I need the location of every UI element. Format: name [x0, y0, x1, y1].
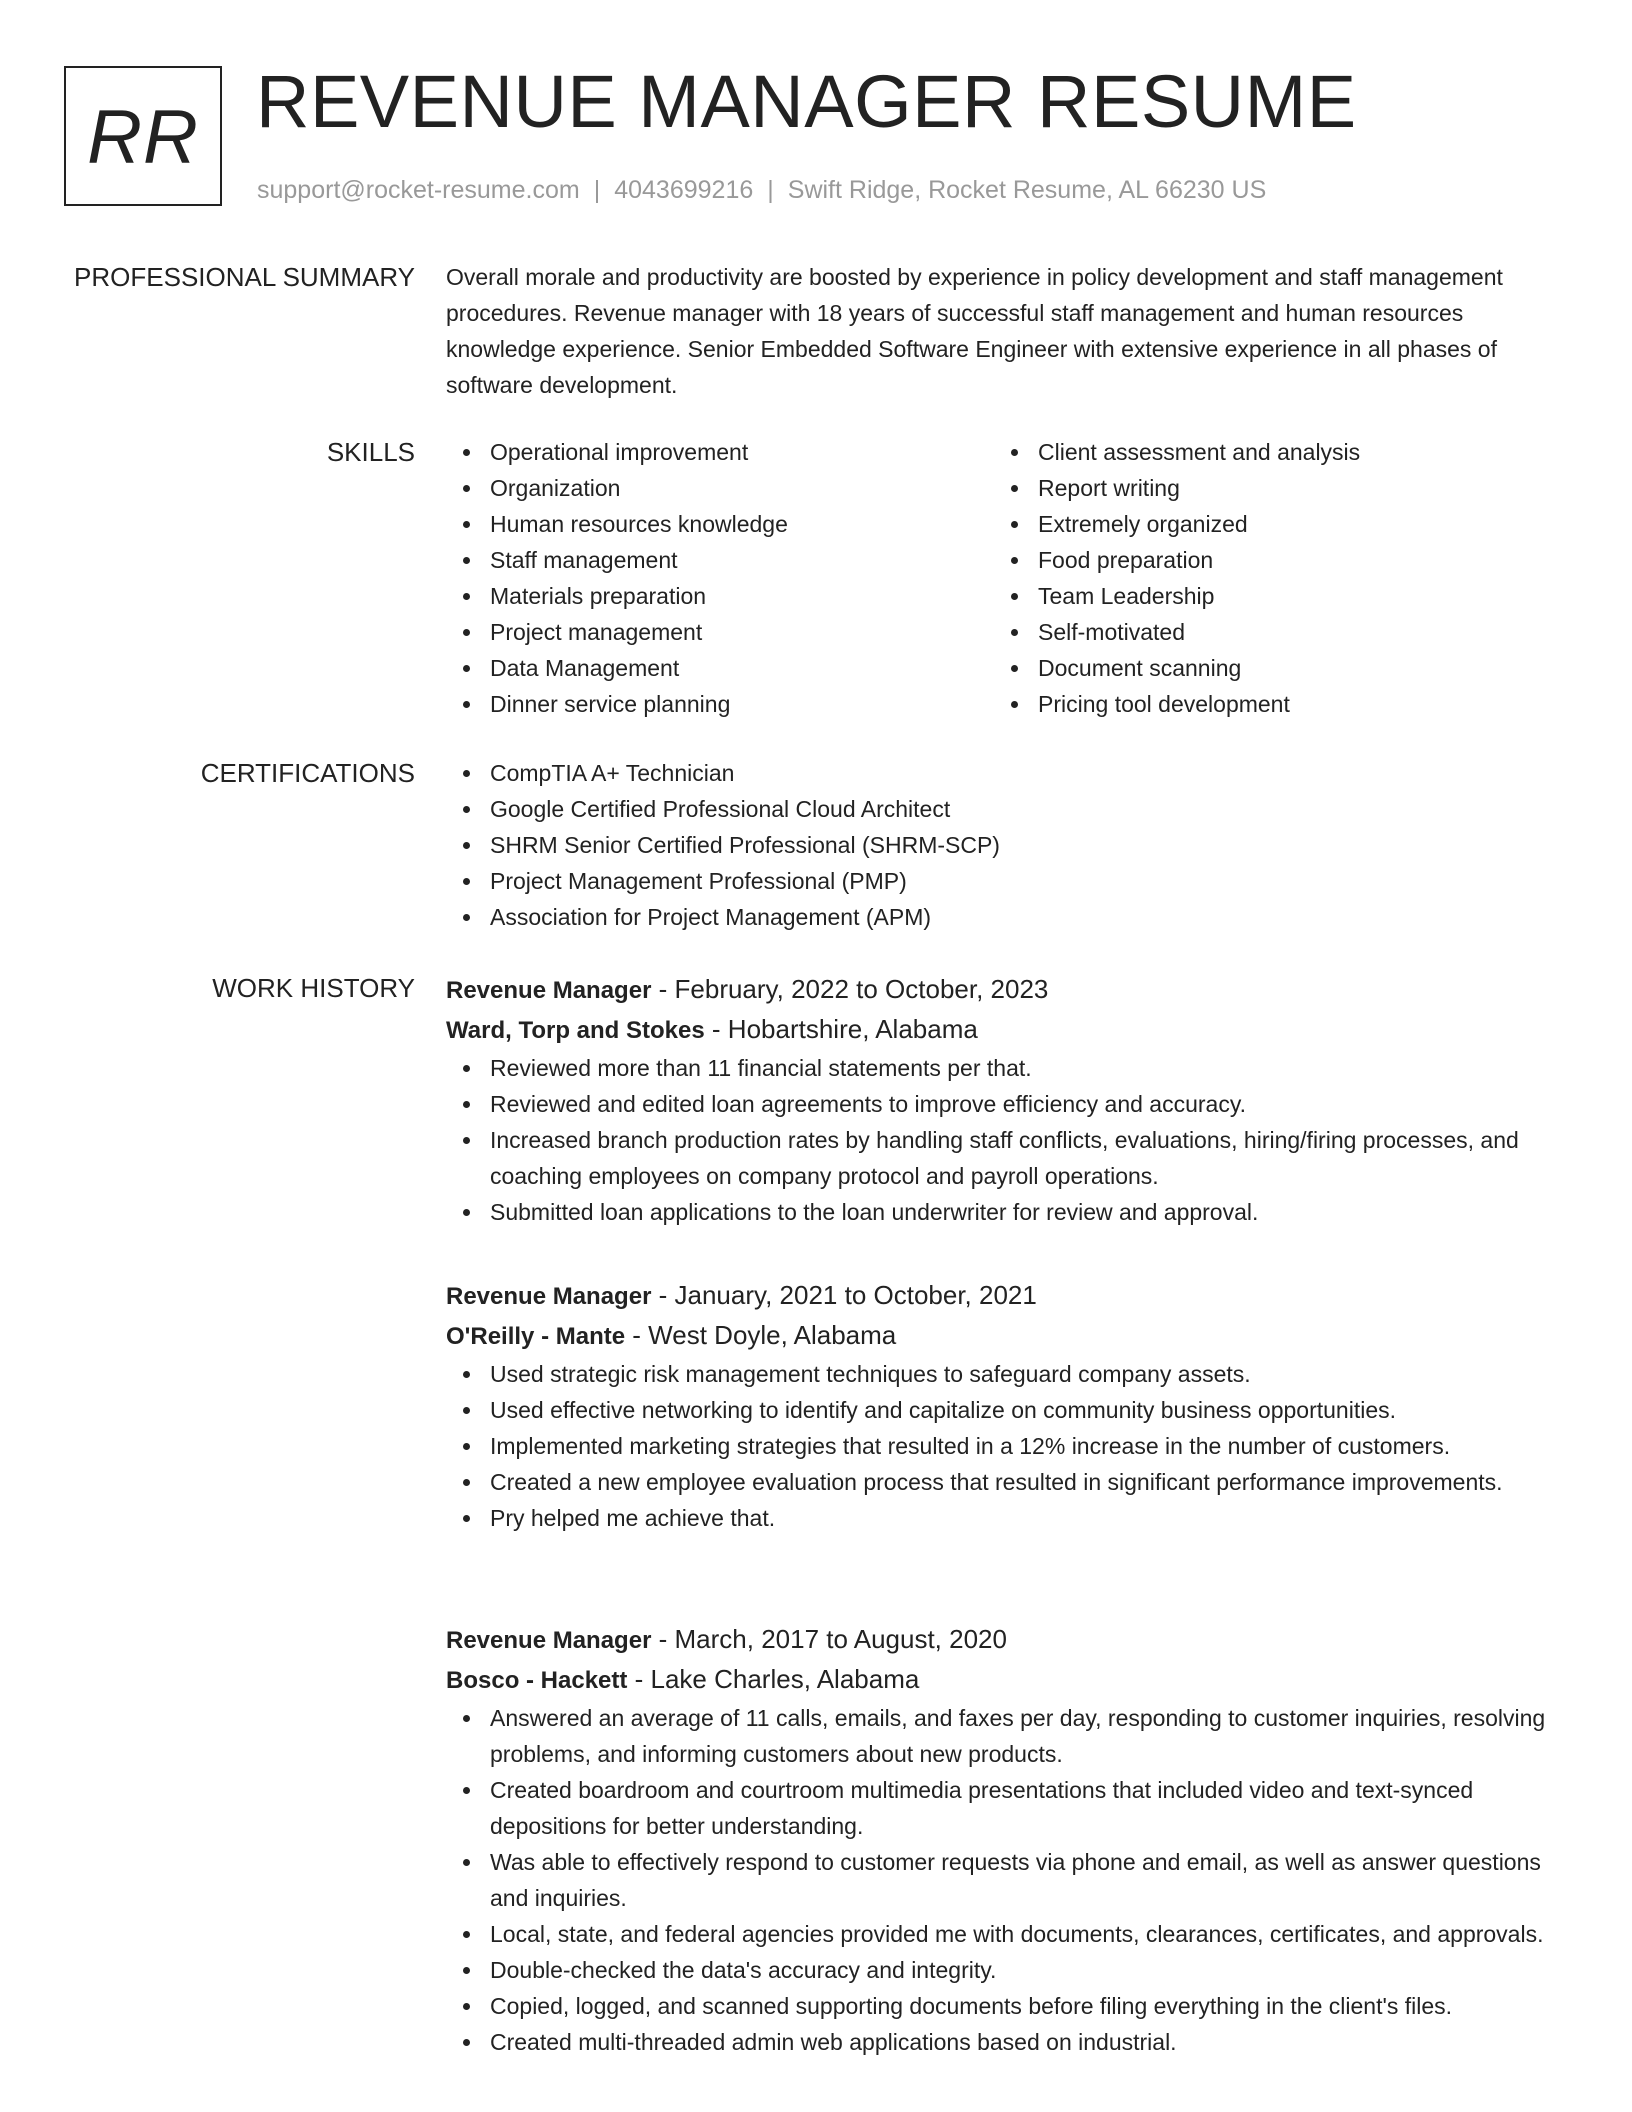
certification-item: Project Management Professional (PMP) — [446, 863, 1570, 899]
job-title-line — [446, 1620, 1570, 1660]
certifications-label: CERTIFICATIONS — [200, 758, 415, 788]
job-entry — [446, 1276, 1570, 1536]
skill-item: Report writing — [994, 470, 1542, 506]
skill-item: Dinner service planning — [446, 686, 994, 722]
skill-item: Data Management — [446, 650, 994, 686]
contact-separator: | — [767, 176, 774, 204]
skill-item: Pricing tool development — [994, 686, 1542, 722]
job-bullet: Answered an average of 11 calls, emails, and faxes per day, responding to customer inquiries, resolving problems, and informing customers about new products. — [446, 1700, 1570, 1772]
contact-address: Swift Ridge, Rocket Resume, AL 66230 US — [787, 176, 1267, 204]
skill-item: Organization — [446, 470, 994, 506]
monogram-initials: RR — [87, 94, 199, 180]
job-location: - Hobartshire, Alabama — [704, 1014, 978, 1044]
skill-item: Client assessment and analysis — [994, 434, 1542, 470]
skills-list-right — [994, 434, 1542, 722]
job-title: Revenue Manager — [446, 1627, 652, 1654]
summary-label: PROFESSIONAL SUMMARY — [74, 262, 415, 292]
job-bullet: Used strategic risk management techniques to safeguard company assets. — [446, 1356, 1570, 1392]
job-bullet: Submitted loan applications to the loan underwriter for review and approval. — [446, 1194, 1570, 1230]
job-bullet: Created multi-threaded admin web applications based on industrial. — [446, 2024, 1570, 2060]
resume-title: REVENUE MANAGER RESUME — [256, 60, 1357, 143]
job-title-line — [446, 1276, 1570, 1316]
certification-item: Google Certified Professional Cloud Architect — [446, 791, 1570, 827]
skill-item: Document scanning — [994, 650, 1542, 686]
job-company-line — [446, 1316, 1570, 1356]
certification-item: Association for Project Management (APM) — [446, 899, 1570, 935]
job-location: - Lake Charles, Alabama — [627, 1664, 920, 1694]
skill-item: Materials preparation — [446, 578, 994, 614]
job-company-line — [446, 1660, 1570, 1700]
certifications-body — [446, 755, 1570, 935]
monogram-box — [64, 66, 222, 206]
job-company: O'Reilly - Mante — [446, 1323, 626, 1350]
job-bullet: Was able to effectively respond to customer requests via phone and email, as well as answer questions and inquiries. — [446, 1844, 1570, 1916]
skill-item: Team Leadership — [994, 578, 1542, 614]
job-dates: - February, 2022 to October, 2023 — [651, 974, 1049, 1004]
skill-item: Staff management — [446, 542, 994, 578]
job-bullet: Double-checked the data's accuracy and integrity. — [446, 1952, 1570, 1988]
job-bullet: Created boardroom and courtroom multimedia presentations that included video and text-synced depositions for better understanding. — [446, 1772, 1570, 1844]
job-bullet: Pry helped me achieve that. — [446, 1500, 1570, 1536]
skill-item: Self-motivated — [994, 614, 1542, 650]
certifications-list — [446, 755, 1570, 935]
contact-separator: | — [593, 176, 601, 204]
job-bullet: Reviewed more than 11 financial statements per that. — [446, 1050, 1570, 1086]
summary-text: Overall morale and productivity are boosted by experience in policy development and staff management procedures. Revenue manager with 18 years of successful staff management and human resources knowledge experience. Senior Embedded Software Engineer with extensive experience in all phases of software development. — [446, 264, 1503, 398]
job-bullet: Created a new employee evaluation process that resulted in significant performance improvements. — [446, 1464, 1570, 1500]
skills-list-left — [446, 434, 994, 722]
job-title: Revenue Manager — [446, 977, 652, 1004]
job-entry — [446, 1620, 1570, 2060]
certification-item: SHRM Senior Certified Professional (SHRM-SCP) — [446, 827, 1570, 863]
skills-label: SKILLS — [326, 437, 415, 467]
job-title-line — [446, 970, 1570, 1010]
job-bullets — [446, 1356, 1570, 1536]
job-bullet: Implemented marketing strategies that resulted in a 12% increase in the number of customers. — [446, 1428, 1570, 1464]
contact-phone: 4043699216 — [614, 176, 754, 204]
skill-item: Food preparation — [994, 542, 1542, 578]
skills-columns — [446, 434, 1570, 722]
contact-email: support@rocket-resume.com — [257, 176, 580, 204]
job-company-line — [446, 1010, 1570, 1050]
skill-item: Extremely organized — [994, 506, 1542, 542]
certification-item: CompTIA A+ Technician — [446, 755, 1570, 791]
job-bullets — [446, 1050, 1570, 1230]
job-bullet: Used effective networking to identify and capitalize on community business opportunities. — [446, 1392, 1570, 1428]
skill-item: Operational improvement — [446, 434, 994, 470]
work-history-label: WORK HISTORY — [212, 973, 415, 1003]
job-bullets — [446, 1700, 1570, 2060]
job-title: Revenue Manager — [446, 1283, 652, 1310]
skill-item: Project management — [446, 614, 994, 650]
job-bullet: Increased branch production rates by handling staff conflicts, evaluations, hiring/firing processes, and coaching employees on company protocol and payroll operations. — [446, 1122, 1570, 1194]
job-dates: - January, 2021 to October, 2021 — [651, 1280, 1037, 1310]
job-company: Ward, Torp and Stokes — [446, 1017, 705, 1044]
job-company: Bosco - Hackett — [446, 1667, 628, 1694]
job-entry — [446, 970, 1570, 1230]
skill-item: Human resources knowledge — [446, 506, 994, 542]
contact-line — [257, 172, 1266, 208]
job-bullet: Copied, logged, and scanned supporting documents before filing everything in the client's files. — [446, 1988, 1570, 2024]
job-bullet: Local, state, and federal agencies provided me with documents, clearances, certificates, and approvals. — [446, 1916, 1570, 1952]
job-dates: - March, 2017 to August, 2020 — [651, 1624, 1007, 1654]
job-bullet: Reviewed and edited loan agreements to improve efficiency and accuracy. — [446, 1086, 1570, 1122]
job-location: - West Doyle, Alabama — [625, 1320, 897, 1350]
